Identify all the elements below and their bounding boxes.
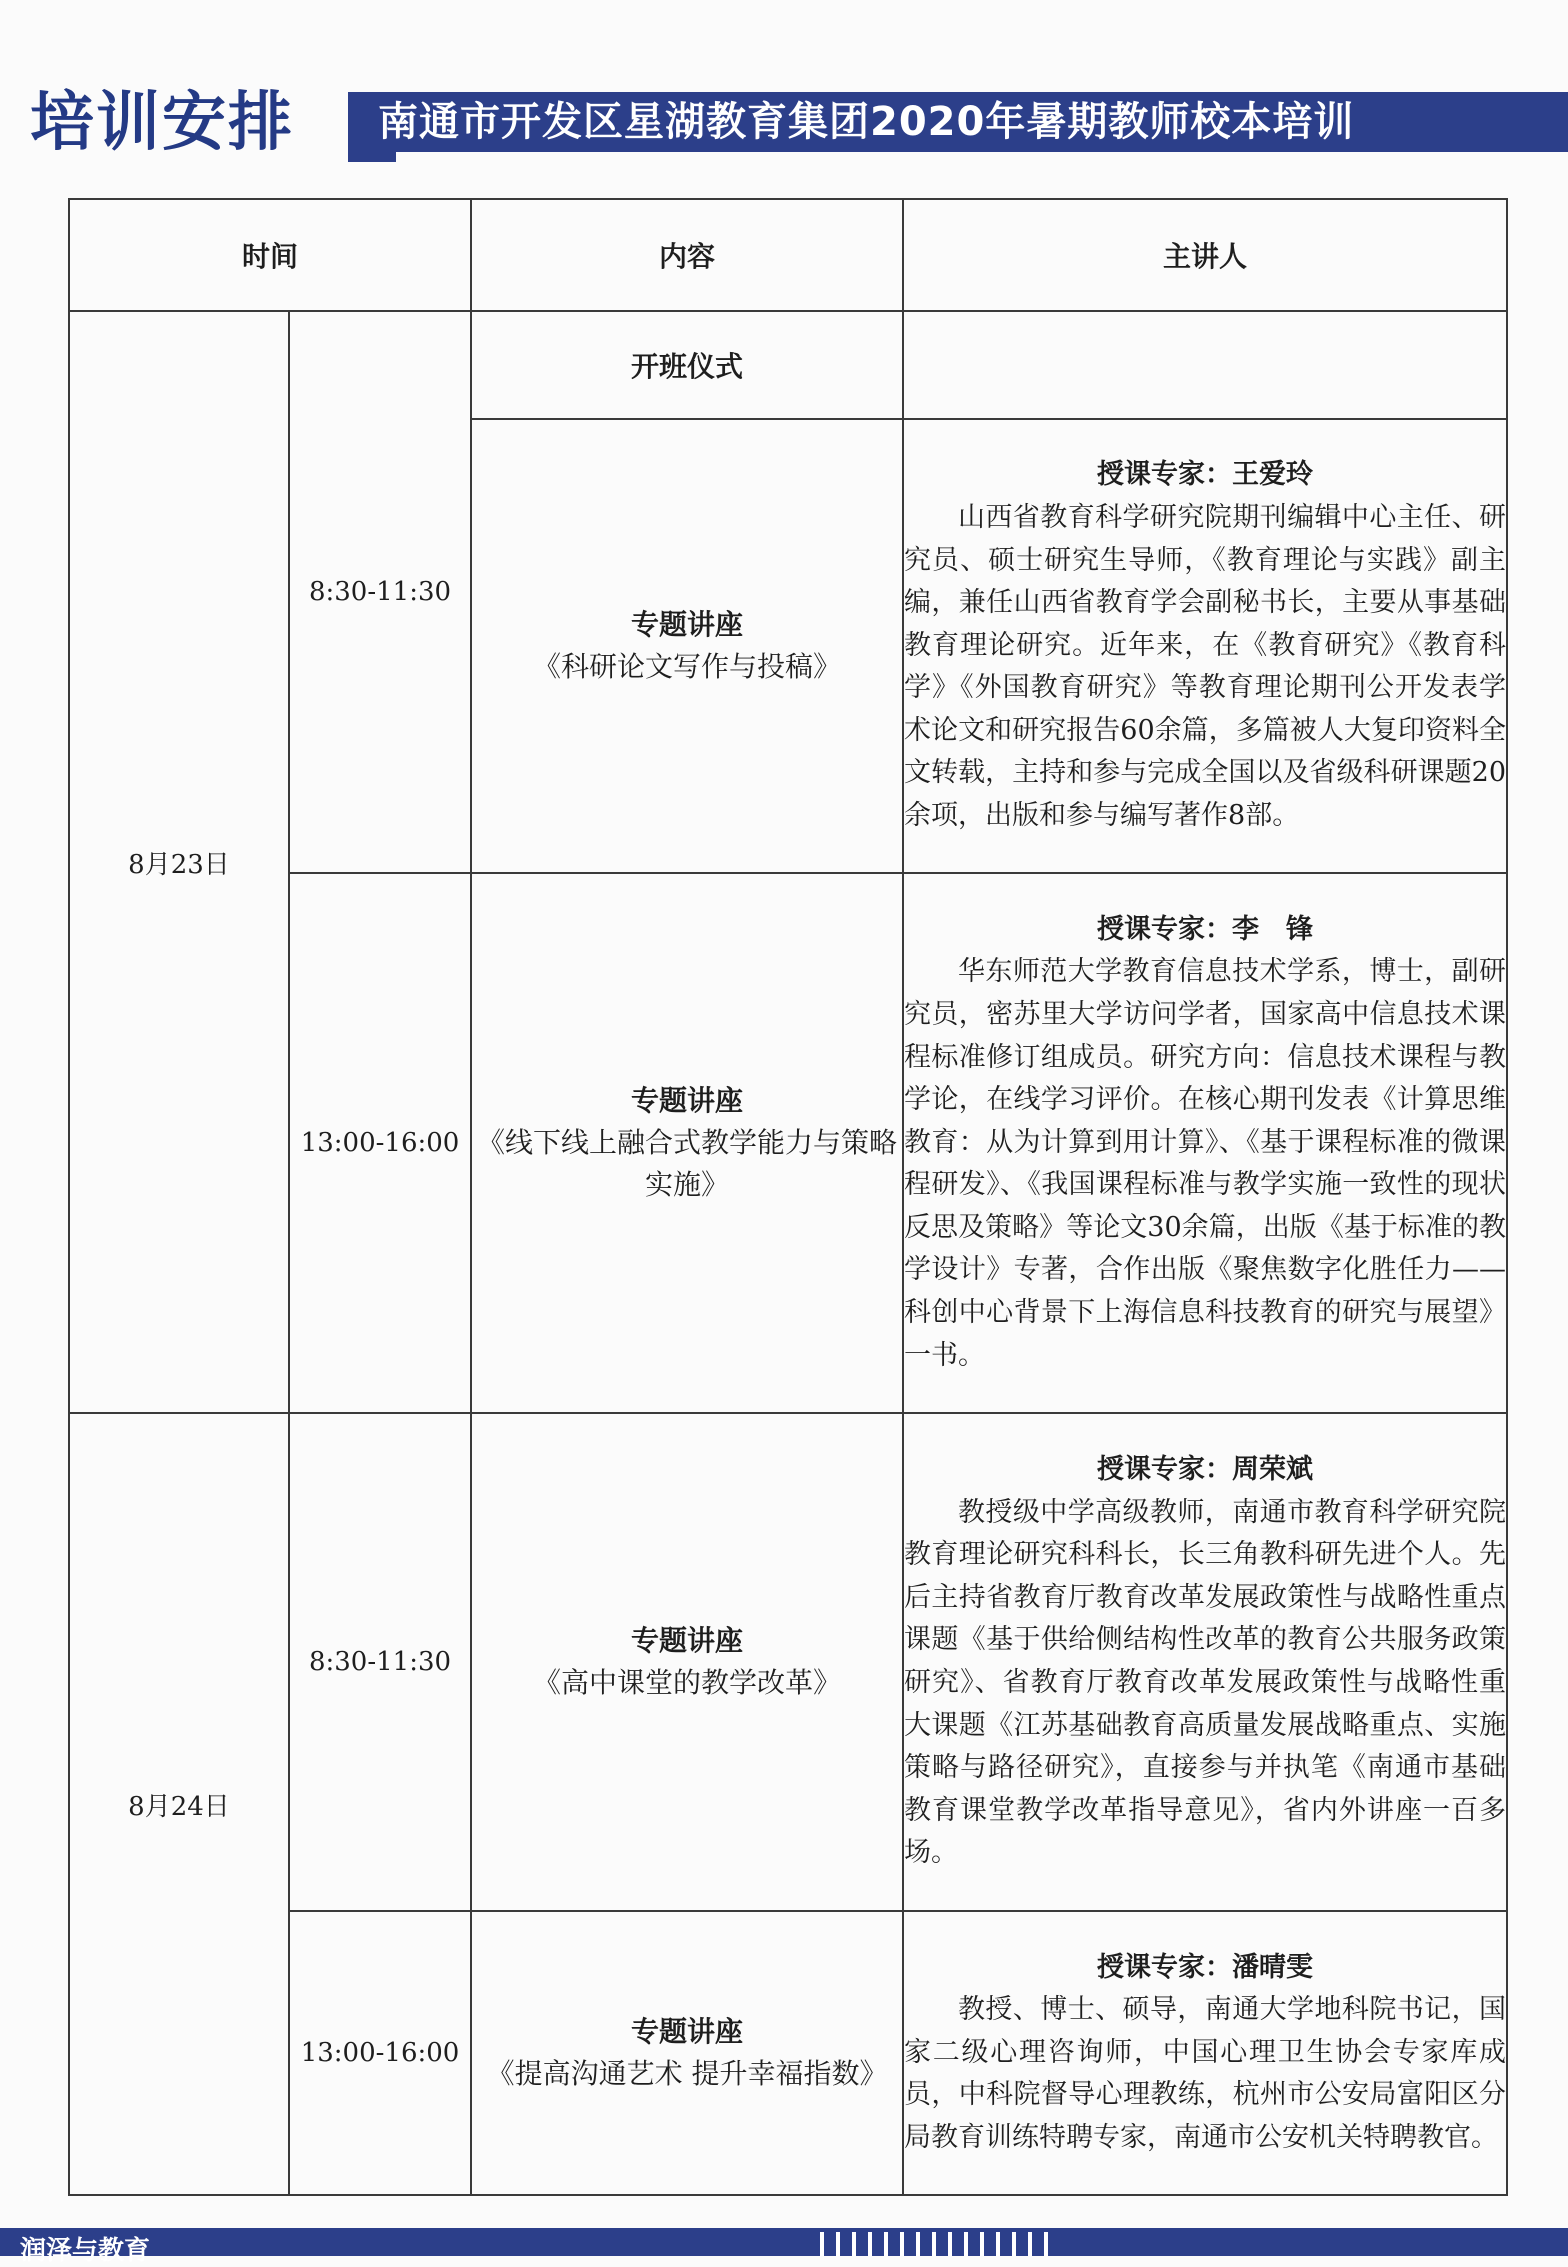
- expert-name: 授课专家：王爱玲: [1097, 459, 1314, 491]
- content-cell: [471, 1413, 903, 1911]
- table-row: [69, 311, 1507, 419]
- speaker-cell-empty: [903, 311, 1507, 419]
- expert-name: 授课专家：潘晴雯: [1097, 1951, 1314, 1983]
- content-cell: [471, 1911, 903, 2195]
- time-cell: 13:00-16:00: [289, 1911, 471, 2195]
- column-header-speaker: 主讲人: [903, 199, 1507, 311]
- speaker-cell: [903, 1911, 1507, 2195]
- expert-bio: 教授、博士、硕导，南通大学地科院书记，国家二级心理咨询师，中国心理卫生协会专家库成员，中科院督导心理教练，杭州市公安局富阳区分局教育训练特聘专家，南通市公安机关特聘教官。: [904, 1994, 1507, 2153]
- banner-subtitle: 南通市开发区星湖教育集团2020年暑期教师校本培训: [378, 99, 1355, 145]
- speaker-cell: [903, 1413, 1507, 1911]
- content-title: 《线下线上融合式教学能力与策略实施》: [477, 1126, 898, 1201]
- banner-accent: [348, 152, 396, 162]
- expert-name: 授课专家：周荣斌: [1097, 1454, 1314, 1486]
- speaker-cell: [903, 419, 1507, 873]
- content-title: 《提高沟通艺术 提升幸福指数》: [486, 2057, 888, 2090]
- content-cell: [471, 873, 903, 1413]
- section-title: 培训安排: [30, 86, 294, 160]
- date-cell: 8月24日: [69, 1413, 289, 2195]
- page-header: [30, 86, 1568, 160]
- expert-name: 授课专家：李 锋: [1097, 913, 1314, 945]
- expert-bio: 华东师范大学教育信息技术学系，博士，副研究员，密苏里大学访问学者，国家高中信息技术课程标准修订组成员。研究方向：信息技术课程与教学论，在线学习评价。在核心期刊发表《计算思维教育：从为计算到用计算》、《基于课程标准的微课程研发》、《我国课程标准与教学实施一致性的现状反思及策略》等论文30余篇，出版《基于标准的教学设计》专著，合作出版《聚焦数字化胜任力——科创中心背景下上海信息科技教育的研究与展望》一书。: [904, 956, 1507, 1371]
- content-kind: 专题讲座: [631, 608, 744, 641]
- content-kind: 专题讲座: [631, 1624, 744, 1657]
- expert-bio: 山西省教育科学研究院期刊编辑中心主任、研究员、硕士研究生导师，《教育理论与实践》副主编，兼任山西省教育学会副秘书长，主要从事基础教育理论研究。近年来，在《教育研究》《教育科学》《外国教育研究》等教育理论期刊公开发表学术论文和研究报告60余篇，多篇被人大复印资料全文转载，主持和参与完成全国以及省级科研课题20余项，出版和参与编写著作8部。: [904, 501, 1507, 832]
- content-title: 《高中课堂的教学改革》: [533, 1666, 842, 1699]
- expert-bio: 教授级中学高级教师，南通市教育科学研究院教育理论研究科科长，长三角教科研先进个人。先后主持省教育厅教育改革发展政策性与战略性重点课题《基于供给侧结构性改革的教育公共服务政策研究》、省教育厅教育改革发展政策性与战略性重大课题《江苏基础教育高质量发展战略重点、实施策略与路径研究》，直接参与并执笔《南通市基础教育课堂教学改革指导意见》，省内外讲座一百多场。: [904, 1496, 1507, 1869]
- column-header-time: 时间: [69, 199, 471, 311]
- schedule-table: [68, 198, 1508, 2196]
- footer-bar: [0, 2228, 1568, 2256]
- table-row: [69, 1413, 1507, 1911]
- header-banner: [348, 92, 1568, 152]
- footer-stripes: [820, 2232, 1060, 2256]
- content-cell: [471, 419, 903, 873]
- column-header-content: 内容: [471, 199, 903, 311]
- time-cell: 8:30-11:30: [289, 311, 471, 873]
- opening-ceremony: 开班仪式: [471, 311, 903, 419]
- speaker-cell: [903, 873, 1507, 1413]
- footer-text: 润泽与教育: [20, 2236, 151, 2266]
- time-cell: 8:30-11:30: [289, 1413, 471, 1911]
- table-header-row: [69, 199, 1507, 311]
- content-kind: 专题讲座: [631, 1084, 744, 1117]
- time-cell: 13:00-16:00: [289, 873, 471, 1413]
- content-kind: 专题讲座: [631, 2015, 744, 2048]
- content-title: 《科研论文写作与投稿》: [533, 650, 842, 683]
- date-cell: 8月23日: [69, 311, 289, 1413]
